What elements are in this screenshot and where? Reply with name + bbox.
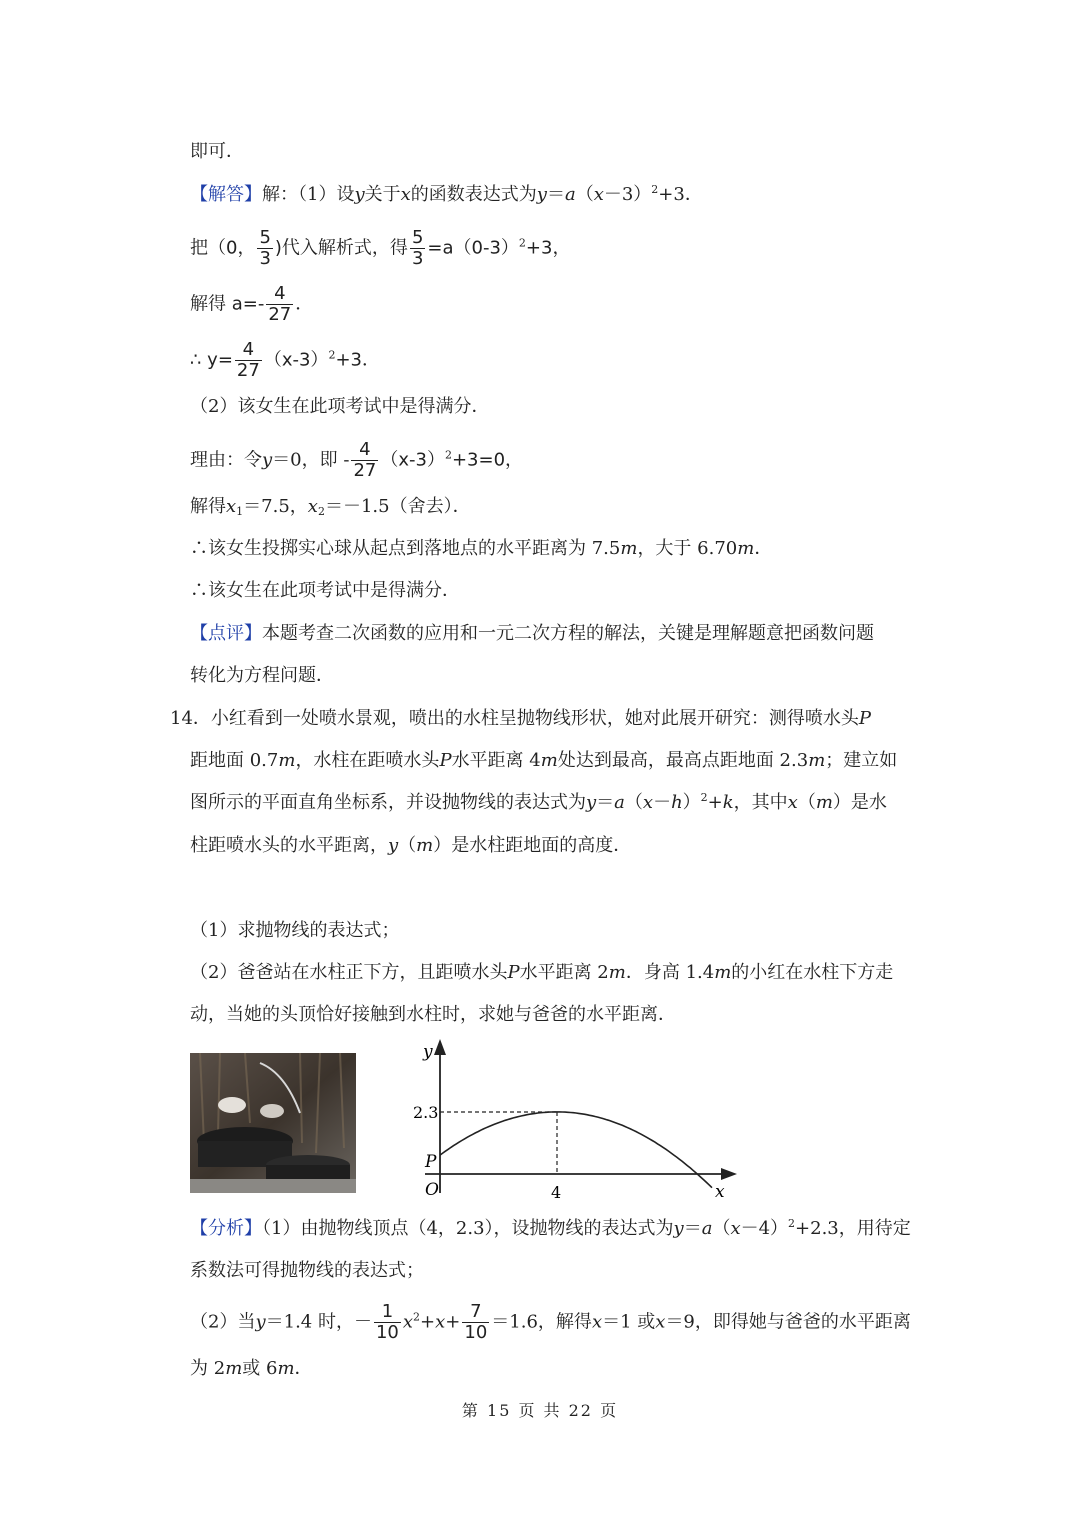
subquestion-line: 动，当她的头顶恰好接触到水柱时，求她与爸爸的水平距离． — [190, 1004, 676, 1025]
answer-line: 【解答】解：（1）设y关于x的函数表达式为$y=a(x-3)^2+3$． — [190, 183, 703, 205]
x-axis-arrow — [721, 1168, 737, 1180]
text-line: 为 2m或 6m． — [190, 1358, 313, 1379]
math-line: ∴ y= $\frac{4}{27}$ $(x-3)^2+3$． — [190, 339, 380, 381]
text-line: （2）该女生在此项考试中是得满分． — [190, 396, 490, 417]
question-line: 距地面 0.7m，水柱在距喷水头P水平距离 4m处达到最高，最高点距地面 2.3m；建立如 — [190, 750, 898, 771]
fraction: $\frac{4}{27}$ — [236, 339, 260, 381]
p-label: P — [425, 1152, 437, 1172]
analysis-tag: 【分析】 — [190, 1218, 262, 1239]
text-line: 即可． — [190, 141, 244, 162]
parabola-graph — [405, 1035, 745, 1209]
math-line: （2）当y＝1.4 时，－ $\frac{1}{10}$ $x^2+x+$ $\frac{7}{10}$ ＝1.6，解得x＝1 或x＝9，即得她与爸爸的水平距离 — [190, 1301, 911, 1343]
fraction: $\frac{5}{3}$ — [411, 227, 424, 269]
math-line: 把（0， $\frac{5}{3}$ )代入解析式，得 $\frac{5}{3}$ $=a(0-3)^2+3$， — [190, 227, 571, 269]
text-line: ∴该女生在此项考试中是得满分． — [190, 580, 460, 601]
y-axis-arrow — [434, 1039, 446, 1055]
comment-tag: 【点评】 — [190, 623, 262, 644]
fraction: $\frac{1}{10}$ — [375, 1301, 399, 1343]
fraction: $\frac{5}{3}$ — [259, 227, 271, 269]
math-line: 解得 a=- $\frac{4}{27}$ ． — [190, 283, 314, 325]
fraction: $\frac{4}{27}$ — [353, 439, 377, 481]
vertex-y-label: 2.3 — [413, 1103, 439, 1122]
graph-canvas — [405, 1035, 745, 1205]
x-axis-label: x — [715, 1182, 725, 1202]
subquestion-line: （2）爸爸站在水柱正下方，且距喷水头P水平距离 2m．身高 1.4m的小红在水柱下方走 — [190, 962, 894, 983]
page-footer: 第 15 页 共 22 页 — [461, 1401, 619, 1420]
text-line: 解得$x_1=7.5$，$x_2=-1.5$（舍去）． — [190, 496, 471, 518]
subquestion-line: （1）求抛物线的表达式； — [190, 920, 400, 941]
question-line: 图所示的平面直角坐标系，并设抛物线的表达式为$y=a(x-h)^2+k$，其中x（m）是水 — [190, 791, 887, 813]
text-line: 转化为方程问题． — [190, 665, 334, 686]
answer-tag: 【解答】 — [190, 184, 262, 205]
fountain-photo-image — [190, 1053, 356, 1193]
analysis-line: 【分析】（1）由抛物线顶点（4，2.3），设抛物线的表达式为$y=a(x-4)^2+2.3$，用待定 — [190, 1217, 911, 1239]
fraction: $\frac{7}{10}$ — [464, 1301, 488, 1343]
origin-label: O — [425, 1180, 439, 1200]
math-line: 理由：令y＝0，即 - $\frac{4}{27}$ $(x-3)^2+3=0$， — [190, 439, 524, 481]
vertex-x-label: 4 — [551, 1183, 562, 1202]
question-line: 14．小红看到一处喷水景观，喷出的水柱呈抛物线形状，她对此展开研究：测得喷水头P — [170, 708, 872, 729]
parabola-curve — [440, 1112, 712, 1188]
y-axis-label: y — [423, 1042, 433, 1062]
comment-line: 【点评】本题考查二次函数的应用和一元二次方程的解法，关键是理解题意把函数问题 — [190, 623, 874, 644]
text-line: ∴该女生投掷实心球从起点到落地点的水平距离为 7.5m，大于 6.70m． — [190, 538, 773, 559]
fountain-photo — [190, 1053, 356, 1193]
question-line: 柱距喷水头的水平距离，y（m）是水柱距地面的高度． — [190, 835, 632, 856]
text-line: 系数法可得抛物线的表达式； — [190, 1260, 424, 1281]
fraction: $\frac{4}{27}$ — [268, 283, 292, 325]
